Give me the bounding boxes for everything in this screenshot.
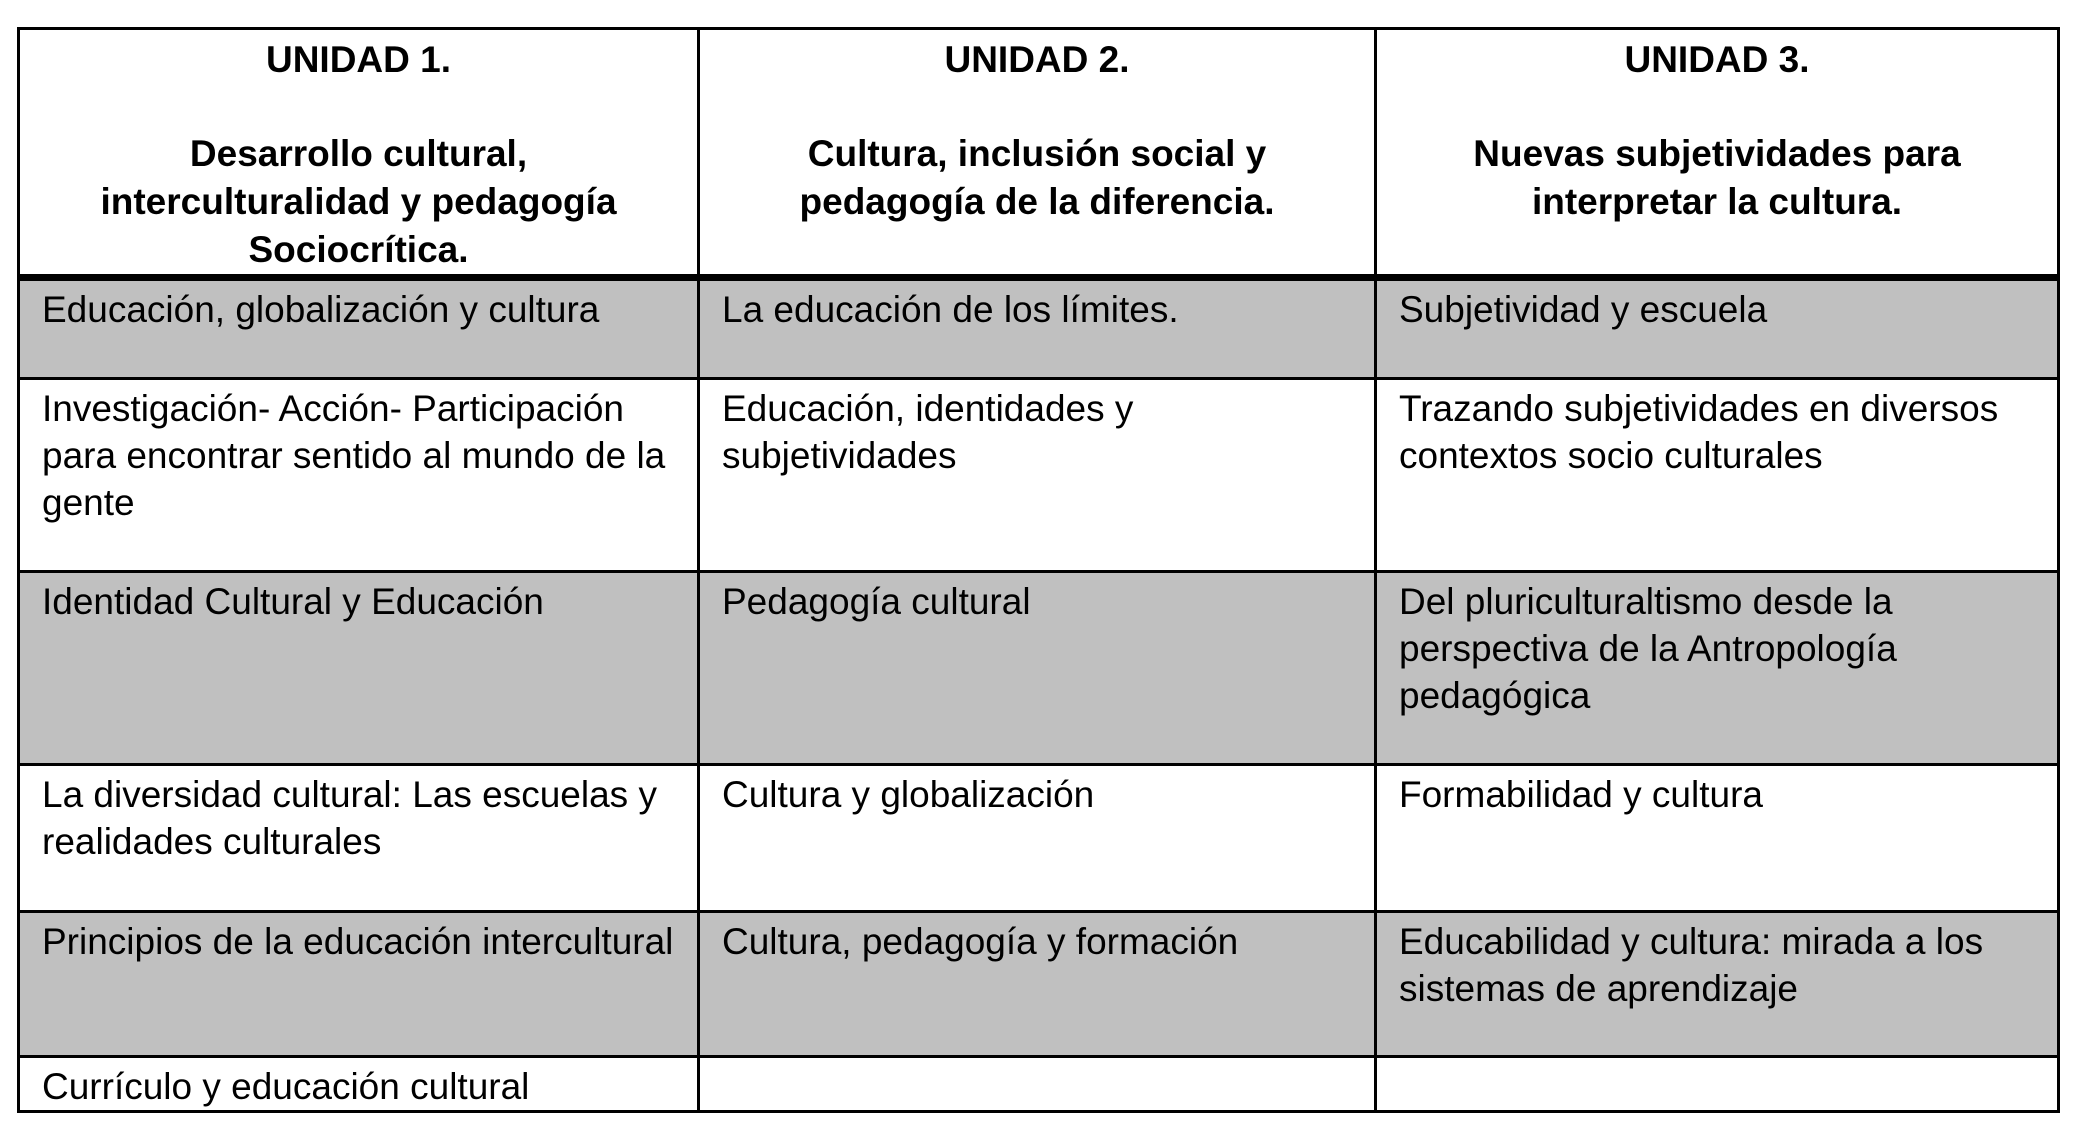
table-cell: Subjetividad y escuela — [1376, 278, 2059, 379]
table-cell: La diversidad cultural: Las escuelas y realidades culturales — [19, 765, 699, 912]
table-cell: Pedagogía cultural — [699, 572, 1376, 765]
table-cell: Cultura y globalización — [699, 765, 1376, 912]
table-cell: Educación, identidades y subjetividades — [699, 379, 1376, 572]
table-cell: Identidad Cultural y Educación — [19, 572, 699, 765]
table-row — [19, 765, 2059, 912]
table-row — [19, 1057, 2059, 1112]
header-cell-unit-1 — [19, 29, 699, 278]
header-cell-unit-2 — [699, 29, 1376, 278]
unit-title: Cultura, inclusión social y pedagogía de la diferencia. — [799, 133, 1275, 222]
table-row — [19, 278, 2059, 379]
table-cell: Investigación- Acción- Participación para encontrar sentido al mundo de la gente — [19, 379, 699, 572]
unit-number: UNIDAD 2. — [944, 39, 1130, 80]
unit-number: UNIDAD 3. — [1624, 39, 1810, 80]
table-cell: Formabilidad y cultura — [1376, 765, 2059, 912]
table-header-row — [19, 29, 2059, 278]
table-cell-empty — [699, 1057, 1376, 1112]
table-row — [19, 572, 2059, 765]
header-cell-unit-3 — [1376, 29, 2059, 278]
table-cell: Currículo y educación cultural — [19, 1057, 699, 1112]
table-cell-empty — [1376, 1057, 2059, 1112]
table-cell: Trazando subjetividades en diversos contextos socio culturales — [1376, 379, 2059, 572]
table-row — [19, 379, 2059, 572]
table-cell: Cultura, pedagogía y formación — [699, 912, 1376, 1057]
table-row — [19, 912, 2059, 1057]
table-cell: Del pluriculturaltismo desde la perspectiva de la Antropología pedagógica — [1376, 572, 2059, 765]
units-table — [17, 27, 2060, 1113]
unit-title: Desarrollo cultural, interculturalidad y pedagogía Sociocrítica. — [100, 133, 617, 270]
unit-number: UNIDAD 1. — [265, 39, 452, 80]
table-cell: Principios de la educación intercultural — [19, 912, 699, 1057]
table-cell: La educación de los límites. — [699, 278, 1376, 379]
table-cell: Educación, globalización y cultura — [19, 278, 699, 379]
unit-title: Nuevas subjetividades para interpretar la cultura. — [1473, 133, 1961, 222]
table-cell: Educabilidad y cultura: mirada a los sistemas de aprendizaje — [1376, 912, 2059, 1057]
